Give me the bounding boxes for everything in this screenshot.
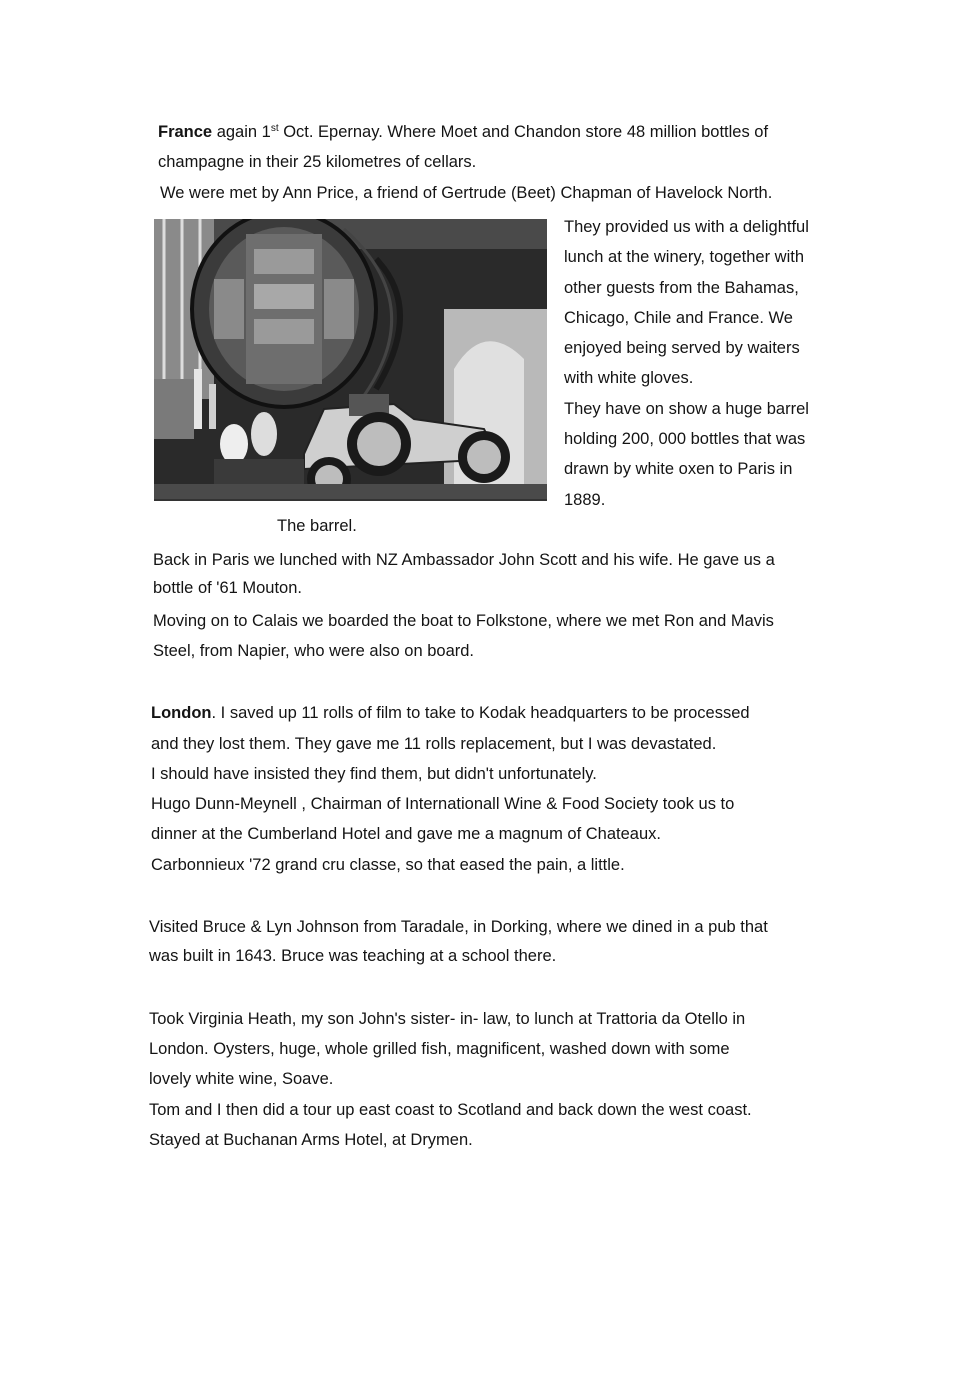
london-text: . I saved up 11 rolls of film to take to Kodak headquarters to be processed — [211, 704, 750, 722]
side-line: drawn by white oxen to Paris in — [564, 460, 793, 479]
paragraph-london-line-6: Carbonnieux '72 grand cru classe, so that eased the pain, a little. — [151, 856, 625, 874]
paragraph-otello-line-3: lovely white wine, Soave. — [149, 1070, 334, 1088]
side-line: They have on show a huge barrel — [564, 399, 809, 418]
paragraph-france — [158, 117, 768, 147]
paragraph-london-line-5: dinner at the Cumberland Hotel and gave me a magnum of Chateaux. — [151, 825, 661, 843]
paragraph-otello-line-5: Stayed at Buchanan Arms Hotel, at Drymen. — [149, 1131, 473, 1149]
paragraph-otello-line-4: Tom and I then did a tour up east coast to Scotland and back down the west coast. — [149, 1101, 752, 1119]
side-line: 1889. — [564, 490, 606, 509]
paragraph-dorking-line-2: was built in 1643. Bruce was teaching at a school there. — [149, 947, 557, 965]
france-text-a: again 1 — [212, 123, 271, 141]
side-line: other guests from the Bahamas, — [564, 278, 799, 297]
barrel-photo — [154, 219, 547, 501]
side-line: They provided us with a delightful — [564, 218, 809, 236]
paragraph-calais-line-2: Steel, from Napier, who were also on board. — [153, 642, 475, 660]
ordinal-superscript: st — [270, 123, 279, 134]
paragraph-london-line-2: and they lost them. They gave me 11 rolls replacement, but I was devastated. — [151, 735, 717, 753]
side-line: holding 200, 000 bottles that was — [564, 430, 806, 449]
paragraph-london-line-3: I should have insisted they find them, but didn't unfortunately. — [151, 765, 597, 783]
france-text-b: Oct. Epernay. Where Moet and Chandon store 48 million bottles of — [278, 123, 769, 141]
paragraph-ann-price: We were met by Ann Price, a friend of Gertrude (Beet) Chapman of Havelock North. — [160, 184, 773, 202]
side-line: enjoyed being served by waiters — [564, 339, 800, 358]
side-line: lunch at the winery, together with — [564, 248, 804, 267]
paragraph-france-line-2: champagne in their 25 kilometres of cellars. — [158, 153, 477, 171]
heading-london: London — [151, 704, 212, 722]
paragraph-calais-line-1: Moving on to Calais we boarded the boat to Folkstone, where we met Ron and Mavis — [153, 612, 774, 630]
paragraph-dorking-line-1: Visited Bruce & Lyn Johnson from Taradale, in Dorking, where we dined in a pub that — [149, 918, 768, 936]
paragraph-london-line-1 — [151, 698, 750, 728]
side-line: with white gloves. — [564, 369, 694, 388]
paragraph-paris-line-2: bottle of '61 Mouton. — [153, 579, 302, 597]
heading-france: France — [158, 123, 213, 141]
paragraph-london-line-4: Hugo Dunn-Meynell , Chairman of Internationall Wine & Food Society took us to — [151, 795, 735, 813]
photo-caption: The barrel. — [277, 517, 357, 535]
side-line: Chicago, Chile and France. We — [564, 308, 793, 327]
paragraph-otello-line-1: Took Virginia Heath, my son John's sister- in- law, to lunch at Trattoria da Otello in — [149, 1010, 746, 1028]
barrel-photo-icon — [154, 219, 547, 499]
side-text — [564, 212, 864, 515]
paragraph-otello-line-2: London. Oysters, huge, whole grilled fish, magnificent, washed down with some — [149, 1040, 730, 1058]
paragraph-paris-line-1: Back in Paris we lunched with NZ Ambassador John Scott and his wife. He gave us a — [153, 551, 775, 569]
